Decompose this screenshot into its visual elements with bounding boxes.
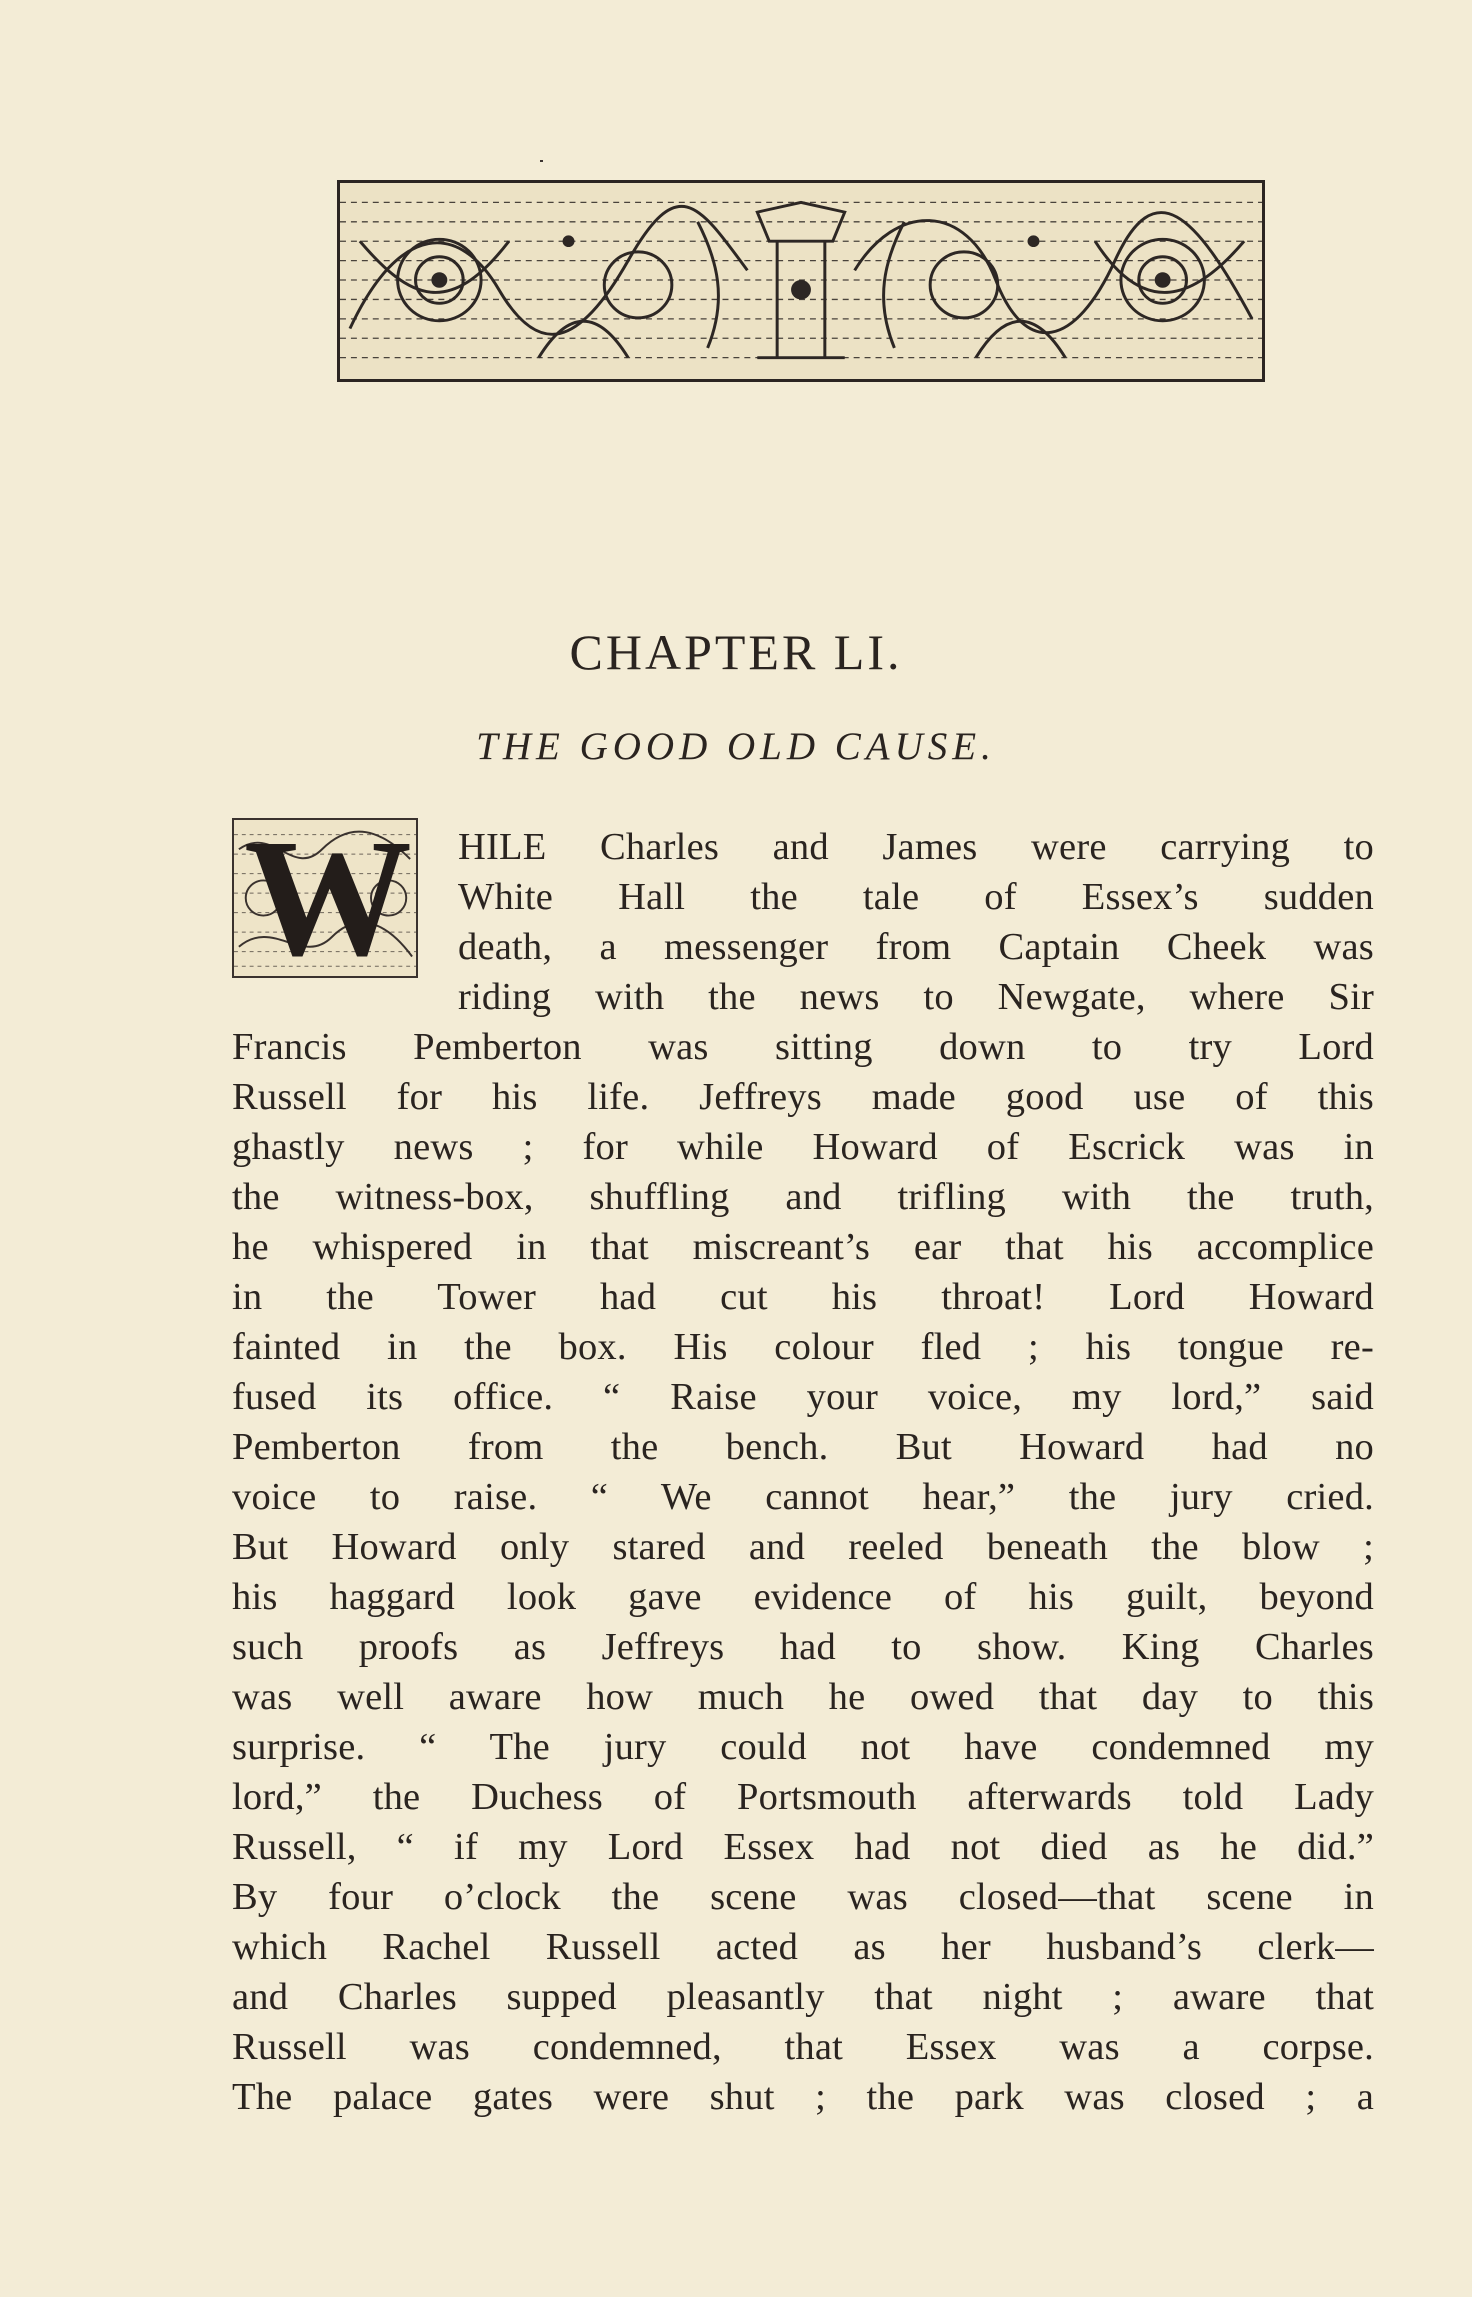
- text-line: HILE Charles and James were carrying to: [458, 826, 1374, 868]
- text-line: lord,” the Duchess of Portsmouth afterwards told Lady: [232, 1776, 1374, 1818]
- text-line: The palace gates were shut ; the park was closed ; a: [232, 2076, 1374, 2118]
- text-line: such proofs as Jeffreys had to show. King Charles: [232, 1626, 1374, 1668]
- text-line: and Charles supped pleasantly that night ; aware that: [232, 1976, 1374, 2018]
- text-line: in the Tower had cut his throat! Lord Howard: [232, 1276, 1374, 1318]
- text-line: Pemberton from the bench. But Howard had no: [232, 1426, 1374, 1468]
- chapter-title: CHAPTER LI.: [569, 624, 903, 680]
- text-line: Russell, “ if my Lord Essex had not died as he did.”: [232, 1826, 1374, 1868]
- text-line: But Howard only stared and reeled beneath the blow ;: [232, 1526, 1374, 1568]
- text-line: death, a messenger from Captain Cheek was: [458, 926, 1374, 968]
- text-line: fused its office. “ Raise your voice, my lord,” said: [232, 1376, 1374, 1418]
- text-line: his haggard look gave evidence of his guilt, beyond: [232, 1576, 1374, 1618]
- text-line: which Rachel Russell acted as her husband’s clerk—: [232, 1926, 1374, 1968]
- text-line: fainted in the box. His colour fled ; his tongue re-: [232, 1326, 1374, 1368]
- text-line: the witness-box, shuffling and trifling with the truth,: [232, 1176, 1374, 1218]
- text-line: riding with the news to Newgate, where Sir: [458, 976, 1374, 1018]
- ornamental-headpiece: [337, 180, 1265, 382]
- text-line: voice to raise. “ We cannot hear,” the jury cried.: [232, 1476, 1374, 1518]
- text-line: he whispered in that miscreant’s ear that his accomplice: [232, 1226, 1374, 1268]
- text-line: surprise. “ The jury could not have condemned my: [232, 1726, 1374, 1768]
- ink-speck: [540, 160, 543, 162]
- chapter-subtitle: THE GOOD OLD CAUSE.: [476, 725, 996, 768]
- text-line: Russell for his life. Jeffreys made good use of this: [232, 1076, 1374, 1118]
- decorated-initial: [232, 818, 418, 978]
- drop-cap-letter: W: [244, 818, 406, 978]
- text-line: ghastly news ; for while Howard of Escrick was in: [232, 1126, 1374, 1168]
- text-line: Russell was condemned, that Essex was a corpse.: [232, 2026, 1374, 2068]
- text-line: Francis Pemberton was sitting down to try Lord: [232, 1026, 1374, 1068]
- text-line: White Hall the tale of Essex’s sudden: [458, 876, 1374, 918]
- text-line: was well aware how much he owed that day to this: [232, 1676, 1374, 1718]
- text-line: By four o’clock the scene was closed—that scene in: [232, 1876, 1374, 1918]
